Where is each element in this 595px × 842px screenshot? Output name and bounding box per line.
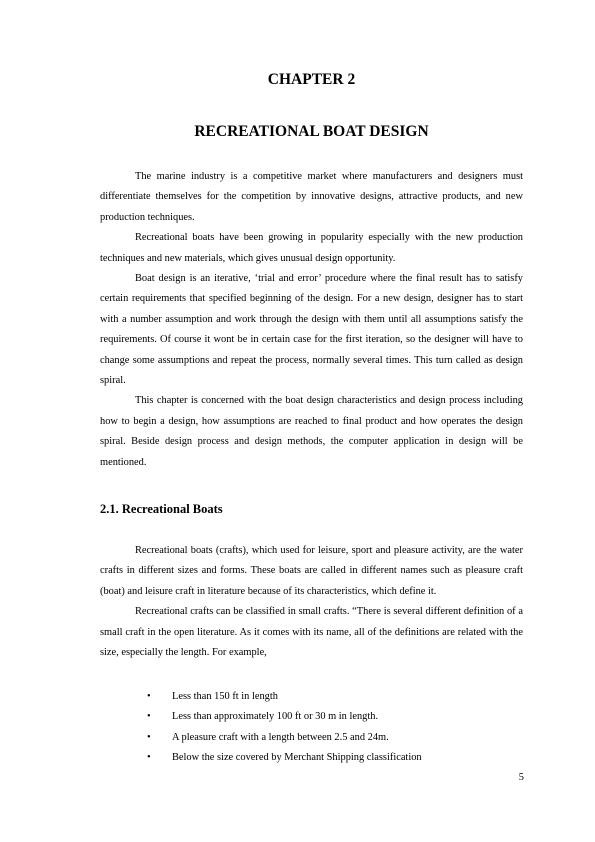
list-item [100,748,523,768]
list-item-text: Below the size covered by Merchant Shipping classification [172,752,422,764]
list-item [100,707,523,727]
chapter-title: RECREATIONAL BOAT DESIGN [194,123,429,140]
section-text [100,541,523,663]
bullet-icon: • [147,731,151,743]
paragraph: Recreational boats have been growing in popularity especially with the new production techniques and new materials, which gives unusual design opportunity. [100,232,523,264]
paragraph: The marine industry is a competitive market where manufacturers and designers must differentiate themselves for the competition by innovative designs, attractive products, and new production techniques. [100,171,523,223]
bullet-icon: • [147,752,151,764]
page-number: 5 [518,772,524,783]
bullet-icon: • [147,711,151,723]
paragraph: Boat design is an iterative, ‘trial and error’ procedure where the final result has to satisfy certain requirements that specified beginning of the design. For a new design, designer has to start with a number assumption and work through the design with them until all assumptions satisfy the requirements. Of course it wont be in certain case for the first iteration, so the designer will have to change some assumptions and repeat the process, normally several times. This turn called as design spiral. [100,273,523,387]
paragraph: This chapter is concerned with the boat design characteristics and design process including how to begin a design, how assumptions are reached to final product and how operates the design spiral. Beside design process and design methods, the computer application in design will be mentioned. [100,395,523,468]
list-item-text: Less than 150 ft in length [172,691,278,702]
paragraph: Recreational boats (crafts), which used for leisure, sport and pleasure activity, are the water crafts in different sizes and forms. These boats are called in different names such as pleasure craft (boat) and leisure craft in literature because of its characteristics, which define it. [100,545,523,597]
list-item [100,687,523,707]
paragraph: Recreational crafts can be classified in small crafts. “There is several different definition of a small craft in the open literature. As it comes with its name, all of the definitions are related with the size, especially the length. For example, [100,606,523,659]
intro-text [100,167,523,473]
section-heading: 2.1. Recreational Boats [100,502,223,516]
chapter-label: CHAPTER 2 [267,71,356,88]
list-item-text: A pleasure craft with a length between 2.5 and 24m. [172,731,389,743]
list-item-text: Less than approximately 100 ft or 30 m in length. [172,711,379,723]
list-item [100,728,523,748]
bullet-icon: • [147,691,151,702]
bullet-list [100,687,523,769]
